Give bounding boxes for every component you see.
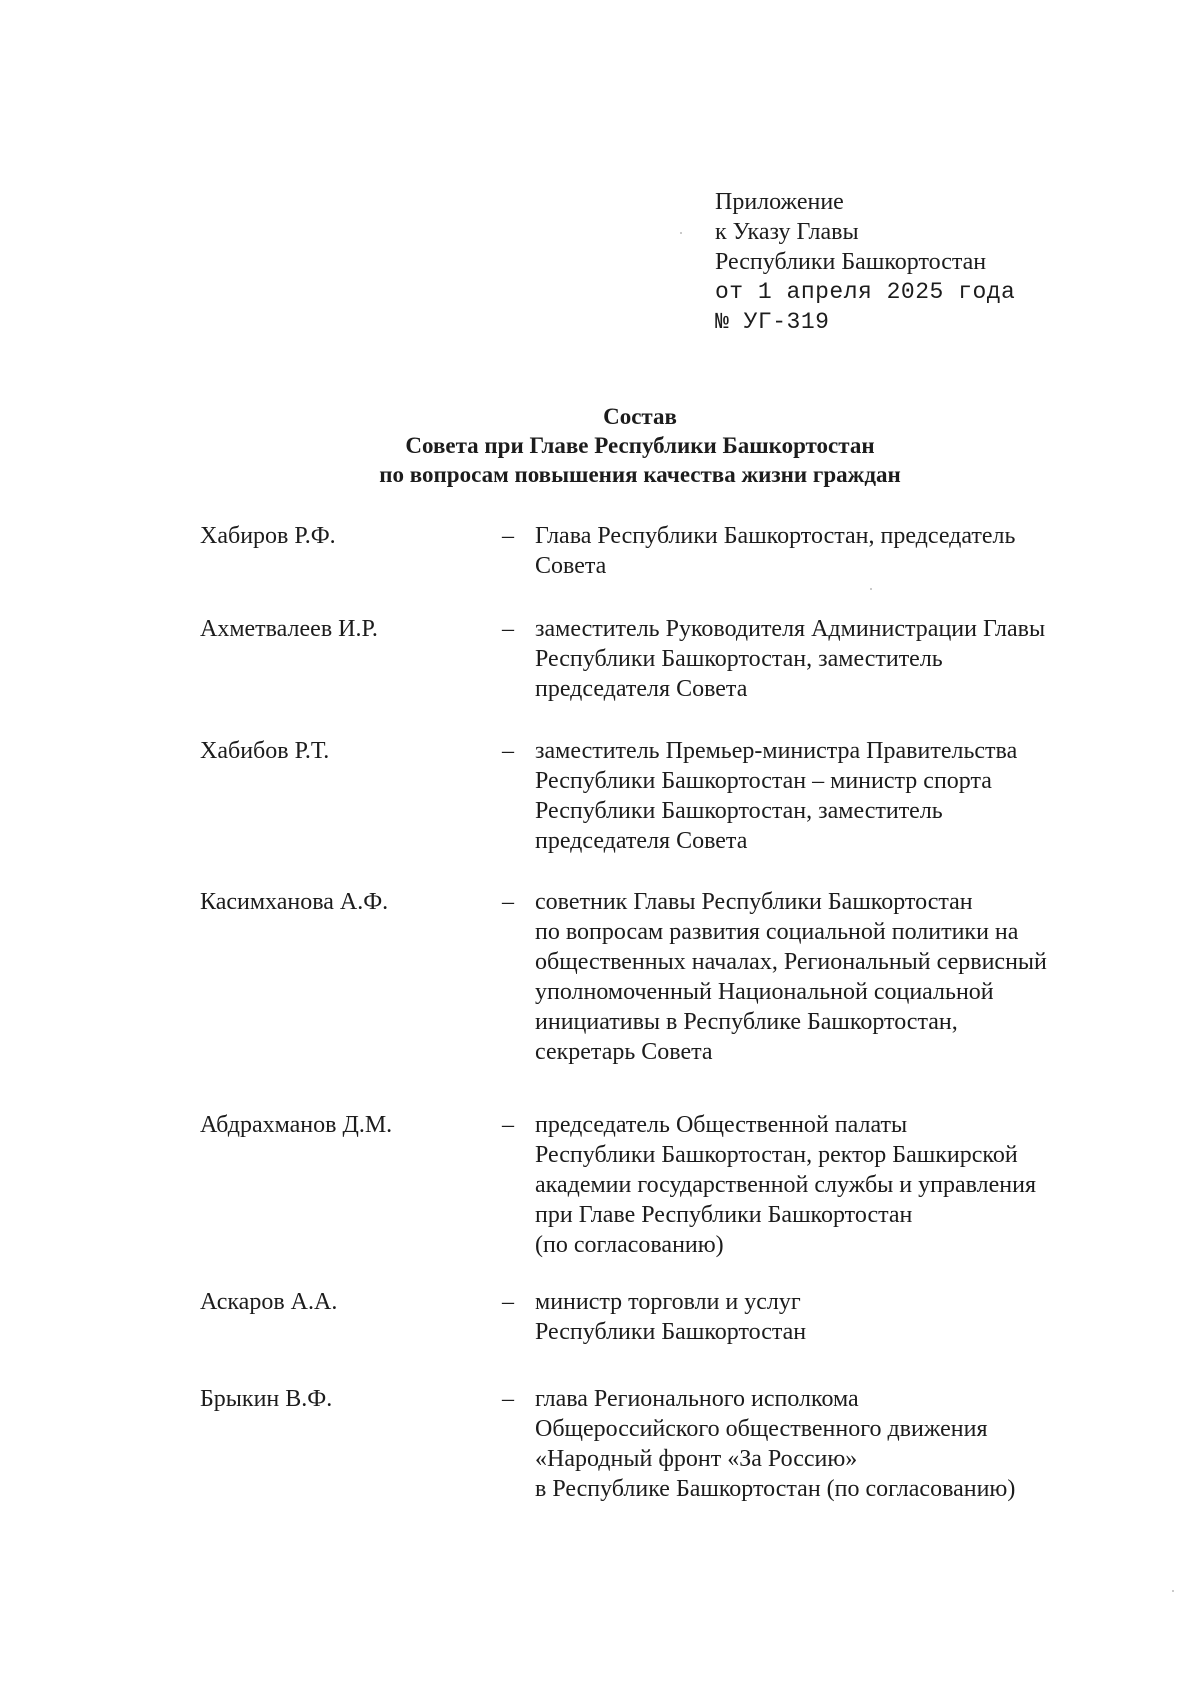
scan-speck	[1172, 1590, 1174, 1592]
member-position	[535, 614, 1135, 704]
title-line-3: по вопросам повышения качества жизни граждан	[379, 462, 901, 487]
member-entry	[200, 521, 1140, 581]
member-dash: –	[502, 523, 514, 549]
member-entry	[200, 1287, 1140, 1347]
member-position-line: председатель Общественной палаты	[535, 1112, 908, 1138]
appendix-line-3: Республики Башкортостан	[715, 249, 987, 275]
member-position-line: министр торговли и услуг	[535, 1289, 801, 1315]
member-position-line: общественных началах, Региональный сервисный	[535, 949, 1047, 975]
member-entry	[200, 736, 1140, 856]
member-position	[535, 1287, 1135, 1347]
member-position-line: заместитель Премьер-министра Правительства	[535, 738, 1018, 764]
member-position	[535, 1110, 1135, 1260]
member-position-line: председателя Совета	[535, 676, 748, 702]
member-position-line: по вопросам развития социальной политики на	[535, 919, 1019, 945]
member-position-line: председателя Совета	[535, 828, 748, 854]
member-name: Хабиров Р.Ф.	[200, 523, 336, 549]
member-position-line: «Народный фронт «За Россию»	[535, 1446, 858, 1472]
appendix-block	[715, 187, 1135, 337]
member-dash: –	[502, 1289, 514, 1315]
scan-speck	[870, 588, 872, 590]
member-dash: –	[502, 889, 514, 915]
member-name: Абдрахманов Д.М.	[200, 1112, 393, 1138]
member-dash: –	[502, 1112, 514, 1138]
member-position-line: Общероссийского общественного движения	[535, 1416, 988, 1442]
member-position-line: уполномоченный Национальной социальной	[535, 979, 994, 1005]
member-position-line: советник Главы Республики Башкортостан	[535, 889, 973, 915]
member-name: Брыкин В.Ф.	[200, 1386, 333, 1412]
member-position-line: заместитель Руководителя Администрации Главы	[535, 616, 1046, 642]
member-position-line: при Главе Республики Башкортостан	[535, 1202, 913, 1228]
member-name: Хабибов Р.Т.	[200, 738, 330, 764]
member-position-line: Совета	[535, 553, 607, 579]
appendix-date: от 1 апреля 2025 года	[715, 279, 1016, 305]
member-entry	[200, 1384, 1140, 1504]
member-position-line: Республики Башкортостан, ректор Башкирской	[535, 1142, 1018, 1168]
member-name: Ахметвалеев И.Р.	[200, 616, 378, 642]
member-position-line: Республики Башкортостан	[535, 1319, 807, 1345]
member-dash: –	[502, 1386, 514, 1412]
member-entry	[200, 614, 1140, 704]
member-dash: –	[502, 738, 514, 764]
member-entry	[200, 1110, 1140, 1260]
member-position-line: Республики Башкортостан, заместитель	[535, 798, 943, 824]
title-line-1: Состав	[603, 404, 677, 429]
member-position	[535, 887, 1135, 1067]
member-position-line: в Республике Башкортостан (по согласованию)	[535, 1476, 1016, 1502]
appendix-number: № УГ-319	[715, 309, 830, 335]
member-position-line: инициативы в Республике Башкортостан,	[535, 1009, 958, 1035]
member-position-line: Глава Республики Башкортостан, председатель	[535, 523, 1016, 549]
member-name: Аскаров А.А.	[200, 1289, 338, 1315]
member-position-line: секретарь Совета	[535, 1039, 713, 1065]
member-position-line: (по согласованию)	[535, 1232, 724, 1258]
member-dash: –	[502, 616, 514, 642]
member-position	[535, 736, 1135, 856]
member-position	[535, 521, 1135, 581]
title-line-2: Совета при Главе Республики Башкортостан	[405, 433, 875, 458]
scan-speck	[680, 232, 682, 234]
appendix-line-2: к Указу Главы	[715, 219, 859, 245]
document-title	[200, 402, 1080, 489]
member-name: Касимханова А.Ф.	[200, 889, 389, 915]
member-position-line: глава Регионального исполкома	[535, 1386, 859, 1412]
member-position	[535, 1384, 1135, 1504]
member-position-line: Республики Башкортостан, заместитель	[535, 646, 943, 672]
member-entry	[200, 887, 1140, 1067]
member-position-line: Республики Башкортостан – министр спорта	[535, 768, 992, 794]
appendix-line-1: Приложение	[715, 189, 844, 215]
member-position-line: академии государственной службы и управления	[535, 1172, 1037, 1198]
